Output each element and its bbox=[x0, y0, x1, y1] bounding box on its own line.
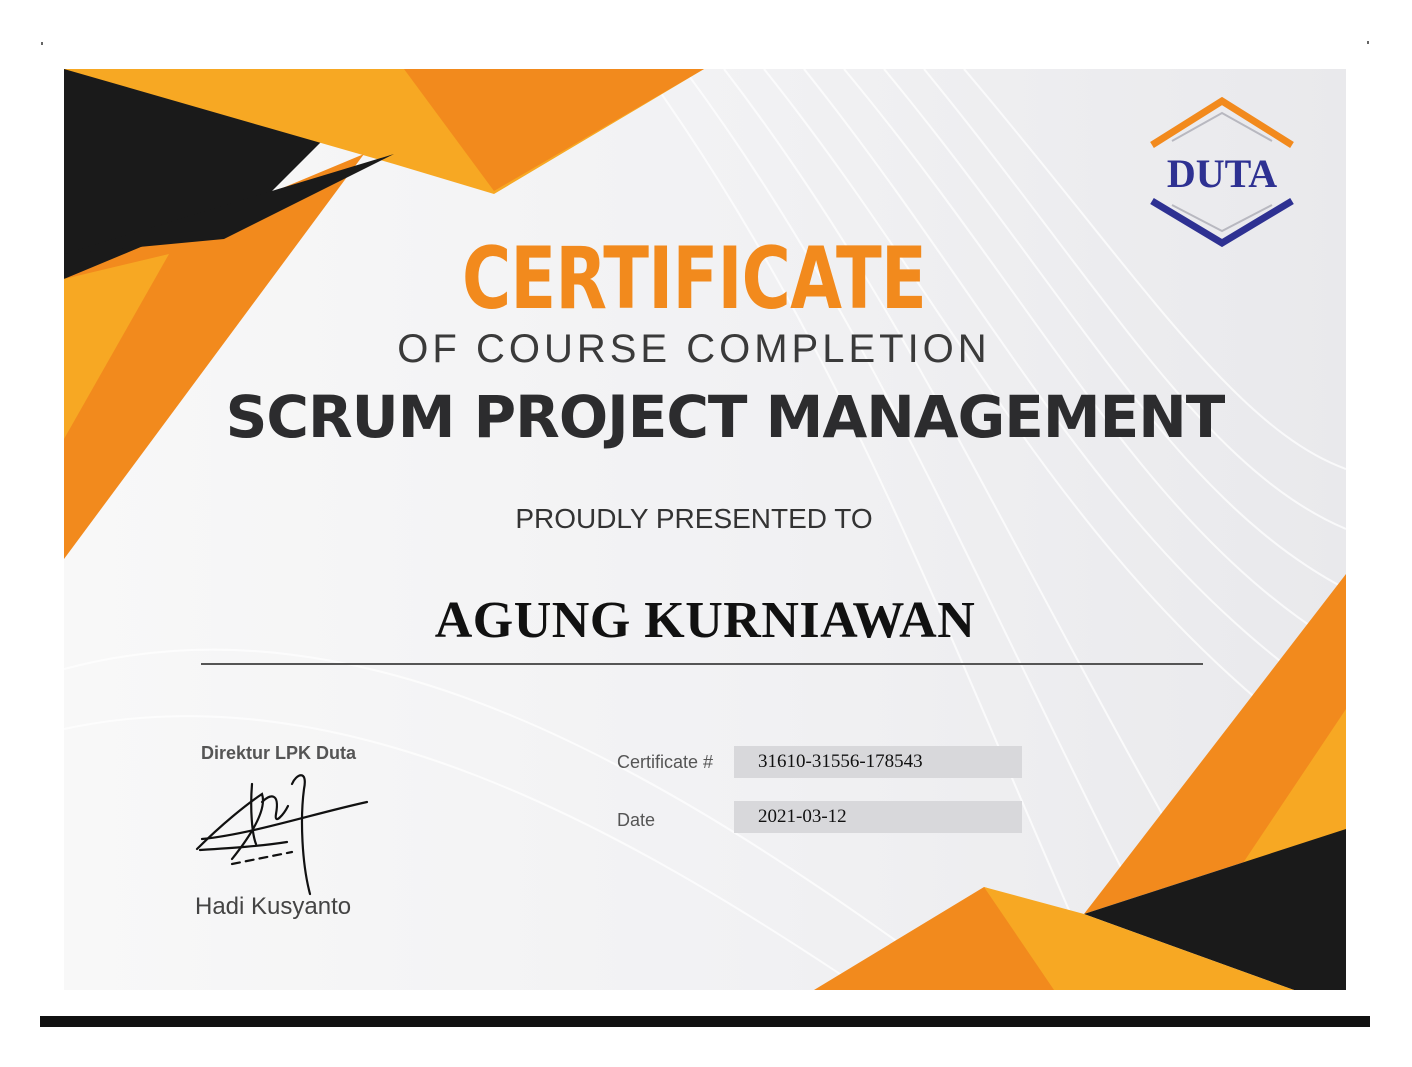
signatory-name: Hadi Kusyanto bbox=[195, 893, 352, 920]
certificate-number-label: Certificate # bbox=[617, 752, 714, 772]
scan-speck-left bbox=[41, 42, 43, 45]
bottom-border-bar bbox=[40, 1016, 1370, 1027]
certificate-number-value: 31610-31556-178543 bbox=[734, 746, 1022, 778]
certificate-title: CERTIFICATE bbox=[461, 229, 927, 329]
logo-text: DUTA bbox=[1166, 151, 1278, 196]
duta-logo bbox=[1142, 97, 1302, 247]
recipient-name: AGUNG KURNIAWAN bbox=[434, 592, 976, 649]
course-name: SCRUM PROJECT MANAGEMENT bbox=[225, 383, 1225, 451]
date-value: 2021-03-12 bbox=[734, 801, 1022, 833]
recipient-underline bbox=[201, 663, 1203, 665]
signatory-title: Direktur LPK Duta bbox=[201, 743, 357, 763]
logo-top-chevron bbox=[1152, 101, 1292, 145]
scan-speck-right bbox=[1367, 41, 1369, 44]
certificate-subtitle: OF COURSE COMPLETION bbox=[397, 327, 991, 371]
date-label: Date bbox=[617, 810, 656, 830]
presented-to-label: PROUDLY PRESENTED TO bbox=[515, 503, 873, 534]
certificate-card bbox=[64, 69, 1346, 990]
signature-image bbox=[192, 764, 372, 904]
